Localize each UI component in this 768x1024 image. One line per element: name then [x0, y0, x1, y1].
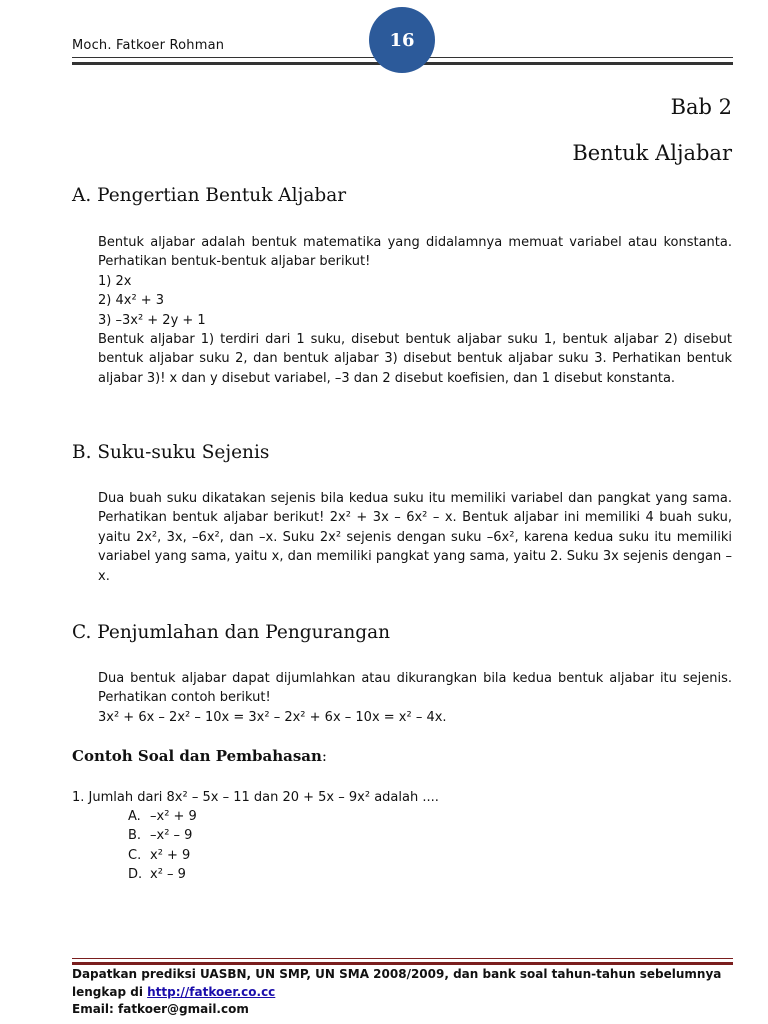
section-a-explain: Bentuk aljabar 1) terdiri dari 1 suku, disebut bentuk aljabar suku 1, bentuk aljabar 2) disebut bentuk aljabar suku 2, dan bentuk aljabar 3) disebut bentuk aljabar suku 3. Perhatikan bentuk aljabar 3)! x dan y disebut variabel, –3 dan 2 disebut koefisien, dan 1 disebut konstanta.: [98, 332, 732, 386]
section-b-body: [98, 489, 732, 586]
section-a-item-2: 2) 4x² + 3: [98, 293, 165, 309]
footer-line-2: [72, 984, 721, 1002]
option-letter: D.: [128, 867, 143, 883]
section-a-heading: A. Pengertian Bentuk Aljabar: [72, 185, 347, 206]
section-a-body: [98, 233, 732, 388]
option-letter: C.: [128, 847, 142, 863]
section-c-body: [98, 669, 732, 727]
section-c-text: Dua bentuk aljabar dapat dijumlahkan atau dikurangkan bila kedua bentuk aljabar itu sejenis. Perhatikan contoh berikut!: [98, 671, 732, 706]
option-letter: B.: [128, 828, 142, 844]
section-a-item-3: 3) –3x² + 2y + 1: [98, 312, 206, 328]
page-number-badge: 16: [369, 7, 435, 73]
author-name: Moch. Fatkoer Rohman: [72, 38, 225, 53]
option-a: [128, 807, 197, 826]
footer-email: Email: fatkoer@gmail.com: [72, 1002, 249, 1016]
option-c: [128, 846, 197, 865]
section-b-text: Dua buah suku dikatakan sejenis bila kedua suku itu memiliki variabel dan pangkat yang sama. Perhatikan bentuk aljabar berikut! 2x² + 3x – 6x² – x. Bentuk aljabar ini memiliki 4 buah suku, yaitu 2x², 3x, –6x², dan –x. Suku 2x² sejenis dengan suku –6x², karena kedua suku itu memiliki variabel yang sama, yaitu x, dan memiliki pangkat yang sama, yaitu 2. Suku 3x sejenis dengan –x.: [98, 491, 732, 584]
section-c-heading: C. Penjumlahan dan Pengurangan: [72, 622, 391, 643]
footer-rule-thin: [72, 958, 733, 959]
example-heading-text: Contoh Soal dan Pembahasan: [72, 747, 322, 765]
page-footer: [72, 966, 721, 1019]
option-d: [128, 865, 197, 884]
section-c-example: 3x² + 6x – 2x² – 10x = 3x² – 2x² + 6x – 10x = x² – 4x.: [98, 709, 447, 725]
chapter-label: Bab 2: [670, 95, 732, 119]
section-a-item-1: 1) 2x: [98, 273, 132, 289]
option-letter: A.: [128, 809, 141, 824]
option-text: –x² + 9: [150, 809, 197, 824]
question-1: 1. Jumlah dari 8x² – 5x – 11 dan 20 + 5x – 9x² adalah ....: [72, 790, 439, 805]
website-link[interactable]: http://fatkoer.co.cc: [147, 984, 276, 999]
footer-rule-thick: [72, 962, 733, 965]
option-b: [128, 826, 197, 845]
option-text: x² + 9: [150, 847, 191, 863]
option-text: x² – 9: [150, 867, 186, 883]
option-text: –x² – 9: [150, 828, 193, 844]
answer-options: [128, 807, 197, 885]
section-b-heading: B. Suku-suku Sejenis: [72, 442, 270, 463]
example-heading-colon: :: [321, 747, 327, 765]
footer-line-1: Dapatkan prediksi UASBN, UN SMP, UN SMA 2008/2009, dan bank soal tahun-tahun sebelumnya: [72, 967, 722, 981]
footer-prefix: lengkap di: [72, 984, 148, 999]
chapter-title: Bentuk Aljabar: [572, 141, 732, 165]
section-a-intro: Bentuk aljabar adalah bentuk matematika yang didalamnya memuat variabel atau konstanta. Perhatikan bentuk-bentuk aljabar berikut!: [98, 235, 732, 270]
example-heading: [72, 747, 327, 765]
